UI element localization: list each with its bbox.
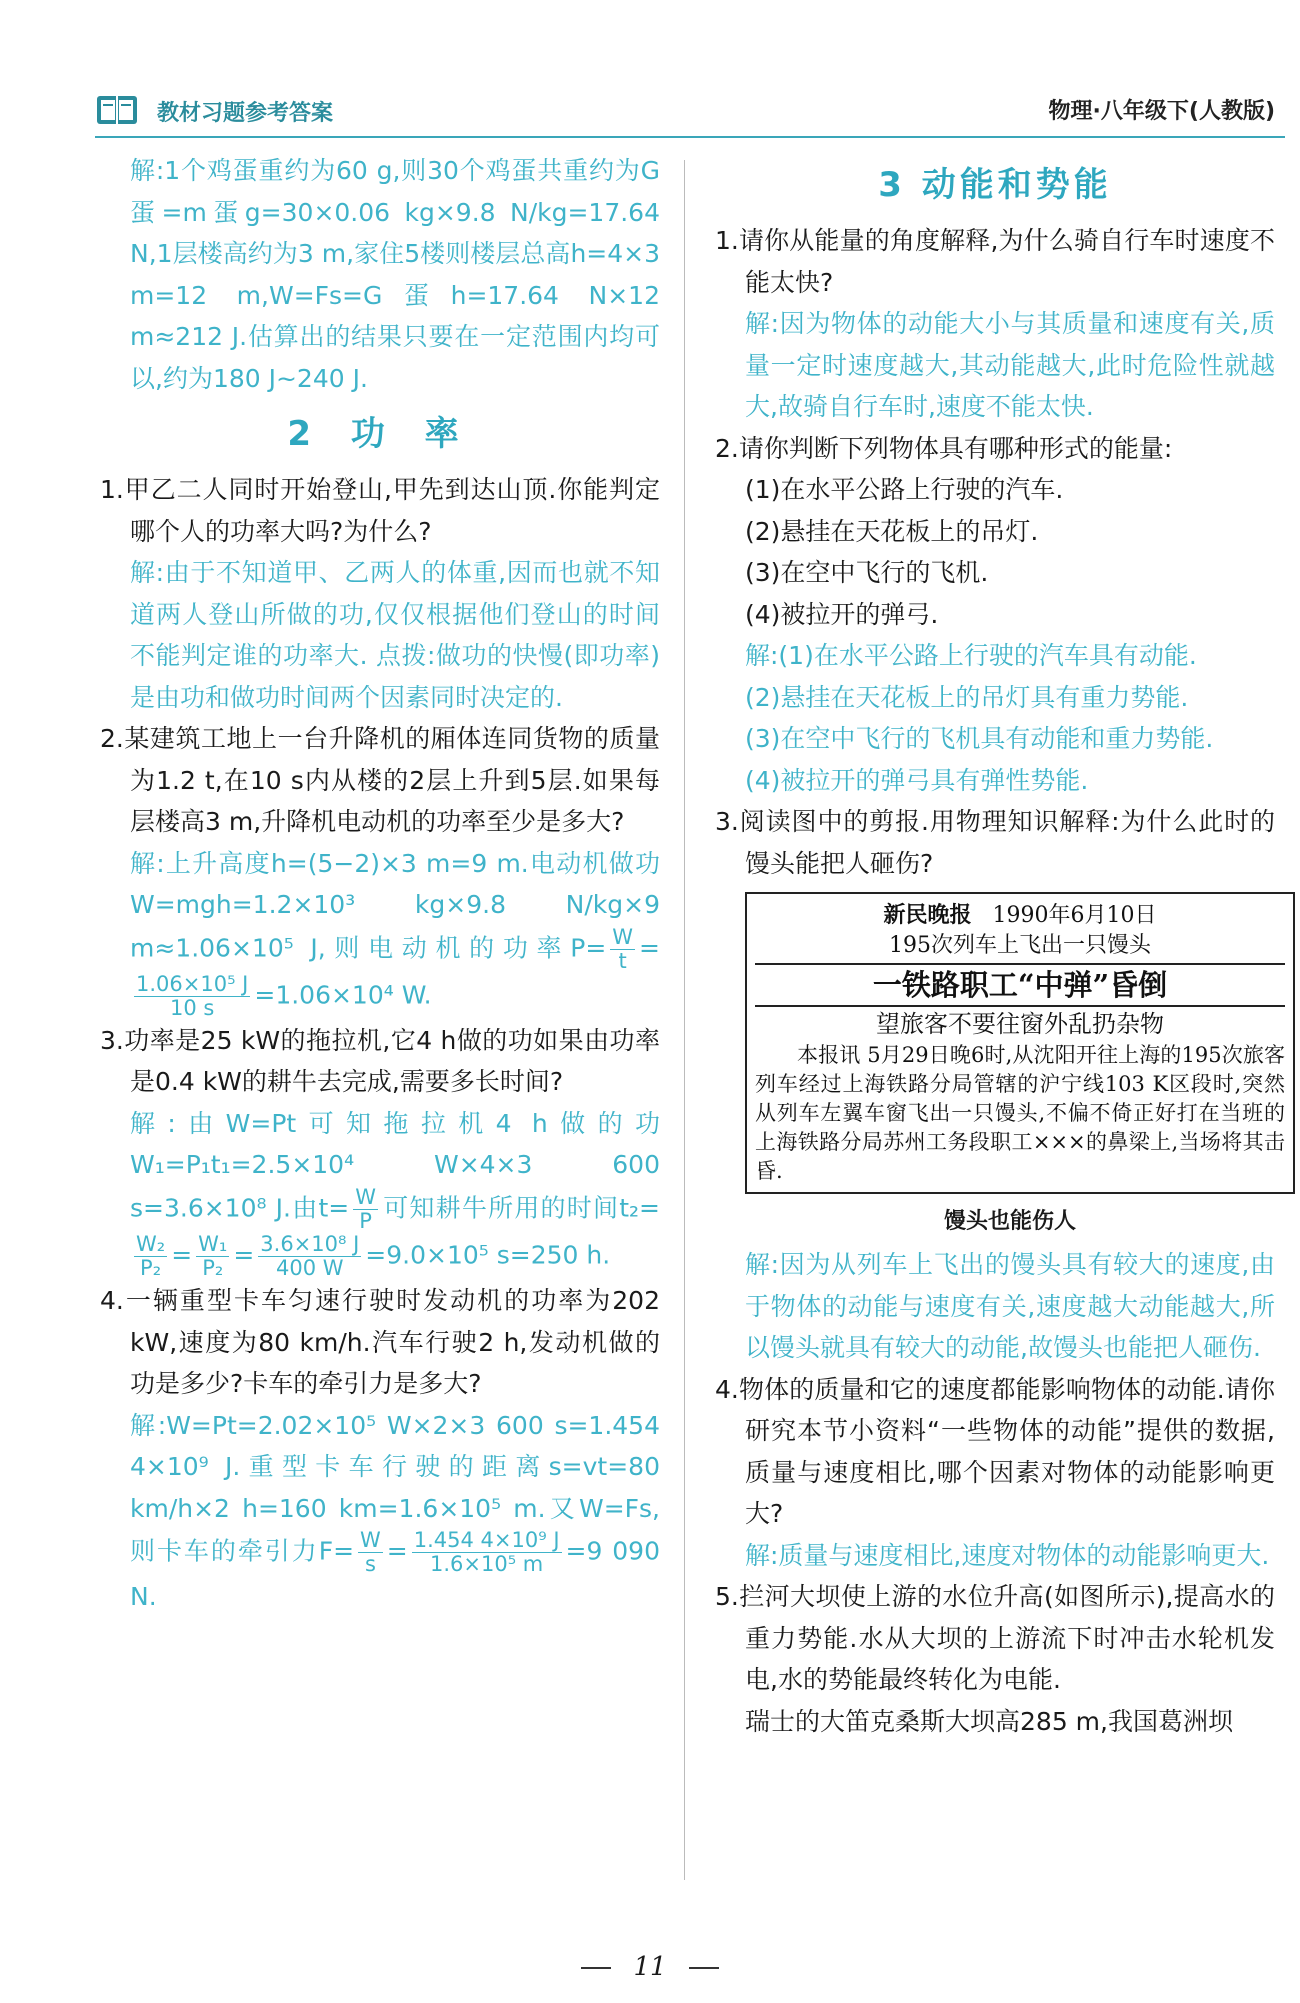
answer-2: 解:上升高度h=(5−2)×3 m=9 m.电动机做功W=mgh=1.2×10³ kg×9.8 N/kg×9 m≈1.06×10⁵ J,则电动机的功率P= $\frac{W}{t}$ = $\frac{\text{1.06×10⁵ J}}{10 s}$ =1.06×10⁴ W. [130, 848, 660, 1020]
clip-dateline: 新民晚报 1990年6月10日 [883, 902, 1157, 928]
section-title-energy: 3 动能和势能 [878, 165, 1112, 205]
fraction: $\frac{W}{P}$ [355, 1184, 376, 1233]
fraction: $\frac{\text{1.454 4×10⁹ J}}{\text{1.6×10⁵ m}}$ [413, 1528, 560, 1577]
question-1: 1.甲乙二人同时开始登山,甲先到达山顶.你能判定哪个人的功率大吗?为什么? [100, 475, 660, 546]
answer-2-part: (4)被拉开的弹弓具有弹性势能. [745, 765, 1089, 795]
book-icon [95, 92, 139, 128]
question-1: 1.请你从能量的角度解释,为什么骑自行车时速度不能太快? [715, 226, 1275, 297]
question-5: 5.拦河大坝使上游的水位升高(如图所示),提高水的重力势能.水从大坝的上游流下时冲击水轮机发电,水的势能最终转化为电能. [715, 1582, 1275, 1694]
fraction: $\frac{\text{3.6×10⁸ J}}{400 W}$ [260, 1232, 360, 1281]
question-4: 4.物体的质量和它的速度都能影响物体的动能.请你研究本节小资料“一些物体的动能”提供的数据,质量与速度相比,哪个因素对物体的动能影响更大? [715, 1374, 1275, 1528]
option: (1)在水平公路上行驶的汽车. [745, 475, 1064, 504]
newspaper-clipping [745, 892, 1295, 1194]
question-3: 3.功率是25 kW的拖拉机,它4 h做的功如果由功率是0.4 kW的耕牛去完成,需要多长时间? [100, 1025, 660, 1097]
clip-subtitle: 望旅客不要往窗外乱扔杂物 [876, 1010, 1164, 1038]
clip-headline: 一铁路职工“中弹”昏倒 [755, 965, 1285, 1007]
answer-2-part: 解:(1)在水平公路上行驶的汽车具有动能. [745, 641, 1197, 670]
column-divider [684, 160, 685, 1880]
answer-4: 解:W=Pt=2.02×10⁵ W×2×3 600 s=1.454 4×10⁹ J.重型卡车行驶的距离s=vt=80 km/h×2 h=160 km=1.6×10⁵ m.又W=Fs,则卡车的牵引力F= $\frac{W}{s}$ = $\frac{\text{1.454 4×10⁹ J}}{\text{1.6×10⁵ m}}$ =9 090 N. [130, 1410, 660, 1612]
prev-answer: 解:1个鸡蛋重约为60 g,则30个鸡蛋共重约为G蛋=m蛋g=30×0.06 kg×9.8 N/kg=17.64 N,1层楼高约为3 m,家住5楼则楼层总高h=4×3 m=12 m,W=Fs=G蛋h=17.64 N×12 m≈212 J.估算出的结果只要在一定范围内均可以,约为180 J~240 J. [130, 156, 660, 393]
question-5-continued: 瑞士的大笛克桑斯大坝高285 m,我国葛洲坝 [745, 1706, 1233, 1736]
answer-3: 解:因为从列车上飞出的馒头具有较大的速度,由于物体的动能与速度有关,速度越大动能越大,所以馒头就具有较大的动能,故馒头也能把人砸伤. [745, 1250, 1275, 1362]
answer-4: 解:质量与速度相比,速度对物体的动能影响更大. [745, 1540, 1270, 1570]
answer-2-part: (2)悬挂在天花板上的吊灯具有重力势能. [745, 682, 1189, 712]
fraction: $\frac{W}{s}$ [360, 1528, 381, 1577]
figure-caption: 馒头也能伤人 [943, 1209, 1076, 1234]
left-column [100, 150, 660, 1618]
section-title-power: 2 功 率 [287, 414, 473, 454]
header-rule [95, 136, 1285, 138]
right-column [715, 150, 1285, 1742]
tip-1: 点拨:做功的快慢(即功率)是由功和做功时间两个因素同时决定的. [130, 641, 661, 712]
question-4: 4.一辆重型卡车匀速行驶时发动机的功率为202 kW,速度为80 km/h.汽车行驶2 h,发动机做的功是多少?卡车的牵引力是多大? [100, 1286, 660, 1399]
page-footer [0, 1952, 1300, 1982]
fraction: $\frac{\text{1.06×10⁵ J}}{10 s}$ [136, 971, 249, 1020]
option: (3)在空中飞行的飞机. [745, 558, 989, 587]
question-2: 2.请你判断下列物体具有哪种形式的能量: [715, 433, 1173, 463]
fraction: $\frac{\text{W₂}}{\text{P₂}}$ [136, 1232, 166, 1281]
header-right-title: 物理·八年级下(人教版) [1048, 99, 1275, 124]
option: (4)被拉开的弹弓. [745, 599, 939, 629]
fraction: $\frac{W}{t}$ [612, 924, 634, 973]
footer-dash [689, 1967, 719, 1969]
clip-subhead: 195次列车上飞出一只馒头 [755, 931, 1285, 965]
fraction: $\frac{\text{W₁}}{\text{P₂}}$ [198, 1232, 228, 1281]
footer-dash [581, 1967, 611, 1969]
clip-body: 本报讯 5月29日晚6时,从沈阳开往上海的195次旅客列车经过上海铁路分局管辖的沪宁线103 K区段时,突然从列车左翼车窗飞出一只馒头,不偏不倚正好打在当班的上海铁路分局苏州工务段职工×××的鼻梁上,当场将其击昏. [755, 1043, 1285, 1183]
option: (2)悬挂在天花板上的吊灯. [745, 516, 1039, 546]
answer-2-part: (3)在空中飞行的飞机具有动能和重力势能. [745, 724, 1214, 753]
page-number: 11 [633, 1952, 667, 1982]
answer-1: 解:因为物体的动能大小与其质量和速度有关,质量一定时速度越大,其动能越大,此时危险性就越大,故骑自行车时,速度不能太快. [745, 309, 1275, 421]
answer-1: 解:由于不知道甲、乙两人的体重,因而也就不知道两人登山所做的功,仅仅根据他们登山的时间不能判定谁的功率大. 点拨:做功的快慢(即功率)是由功和做功时间两个因素同时决定的. [130, 558, 661, 712]
answer-3: 解:由W=Pt可知拖拉机4 h做的功W₁=P₁t₁=2.5×10⁴ W×4×3 600 s=3.6×10⁸ J.由t= $\frac{W}{P}$ 可知耕牛所用的时间t₂= $\frac{\text{W₂}}{\text{P₂}}$ = $\frac{\text{W₁}}{\text{P₂}}$ = $\frac{\text{3.6×10⁸ J}}{400 W}$ =9.0×10⁵ s=250 h. [130, 1108, 660, 1281]
header-left-title: 教材习题参考答案 [157, 101, 334, 126]
question-3: 3.阅读图中的剪报.用物理知识解释:为什么此时的馒头能把人砸伤? [715, 807, 1275, 878]
question-2: 2.某建筑工地上一台升降机的厢体连同货物的质量为1.2 t,在10 s内从楼的2层上升到5层.如果每层楼高3 m,升降机电动机的功率至少是多大? [100, 724, 660, 836]
page-header [95, 88, 1285, 134]
